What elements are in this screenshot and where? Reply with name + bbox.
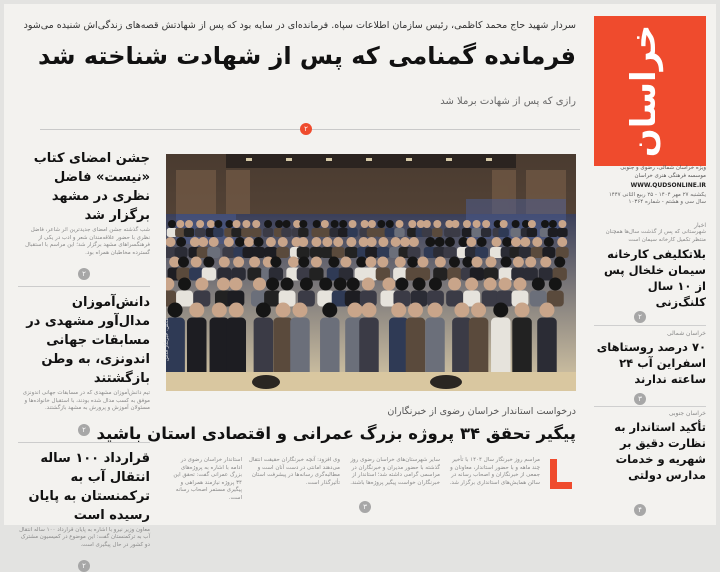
bottom-story-column: وی افزود: آنچه خبرنگاران حقیقت انتقال می‌دهند امانتی در دست آنان است و مطالبه‌گری رسانه‌ها در پیشرفت استان تأثیرگذار است. xyxy=(248,457,340,487)
left-item-body: شب گذشته جشن امضای جدیدترین اثر شاعر، فاضل نظری با حضور علاقه‌مندان شعر و ادب در یکی از فرهنگسراهای مشهد برگزار شد؛ این مراسم با استقبال گسترده مخاطبان همراه بود. xyxy=(18,227,150,257)
left-item-title: دانش‌آموزان مدال‌آور مشهدی در مسابقات جهانی اندونزی، به وطن بازگشتند xyxy=(18,293,150,388)
bottom-story-kicker: درخواست استاندار خراسان رضوی از خبرنگاران xyxy=(166,406,576,417)
sidebar-item-title: بلاتکلیفی کارخانه سیمان خلخال پس از ۱۰ سال کلنگ‌زنی xyxy=(594,246,706,310)
page-badge: ۲ xyxy=(78,560,90,572)
page-badge: ۲ xyxy=(78,268,90,280)
left-item[interactable] xyxy=(18,293,150,436)
photo-credit: عکس: خبرنگار قدس xyxy=(164,317,170,361)
sidebar-item[interactable] xyxy=(594,222,706,310)
sidebar-item-body: شهرستانی که پس از گذشت سال‌ها همچنان منتظر تکمیل کارخانه سیمان است xyxy=(594,229,706,244)
sidebar-item-label: خراسان جنوبی xyxy=(594,410,706,417)
divider xyxy=(18,286,150,287)
masthead-info: ویژه خراسان شمالی، رضوی و جنوبی موسسه فرهنگی هنری خراسان xyxy=(594,164,706,180)
top-story-headline[interactable]: فرمانده گمنامی که پس از شهادت شناخته شد xyxy=(16,42,576,70)
sidebar-item-title: ۷۰ درصد روستاهای اسفراین آب ۲۴ ساعته ندارند xyxy=(594,339,706,387)
bottom-story-column: سایر شهرستان‌های خراسان رضوی روز گذشته با حضور مدیران و خبرنگاران در مراسمی گرامی داشته شد؛ استاندار از خبرنگاران خواست پیگیر پروژه‌ها باشند. xyxy=(348,457,440,487)
bottom-story-column: مراسم روز خبرنگار سال ۱۴۰۴ با تأخیر چند ماهه و با حضور استاندار، معاونان و جمعی از خبرنگاران و اصحاب رسانه در سالن همایش‌های استانداری برگزار شد. xyxy=(448,457,540,487)
left-item-body: تیم دانش‌آموزان مشهدی که در مسابقات جهانی اندونزی موفق به کسب مدال شده بودند، با استقبال خانواده‌ها و مسئولان آموزش و پرورش به مشهد بازگشتند. xyxy=(18,390,150,413)
logo-text: خراسان xyxy=(624,25,664,158)
crowd-photo-illustration xyxy=(166,154,576,391)
left-item-title: قرارداد ۱۰۰ ساله انتقال آب به ترکمنستان به پایان رسیده است xyxy=(18,449,150,525)
left-item-title: جشن امضای کتاب «نیست» فاضل نظری در مشهد برگزار شد xyxy=(18,149,150,225)
crowd xyxy=(166,220,569,380)
sidebar-item[interactable] xyxy=(594,330,706,387)
newspaper-logo xyxy=(600,24,700,158)
sidebar-item-title: تأکید استاندار به نظارت دقیق بر شهریه و خدمات مدارس دولتی xyxy=(594,419,706,483)
lead-photo[interactable] xyxy=(166,154,576,391)
divider xyxy=(594,325,706,326)
website-link[interactable]: WWW.QUDSONLINE.IR xyxy=(594,182,706,189)
left-item[interactable] xyxy=(18,149,150,280)
sidebar-item-label: اخبار xyxy=(594,222,706,229)
top-story-kicker: سردار شهید حاج محمد کاظمی، رئیس سازمان اطلاعات سپاه. فرمانده‌ای در سایه بود که پس از شهادتش قصه‌های زندگی‌اش شنیده می‌شود xyxy=(16,20,576,31)
left-item[interactable] xyxy=(18,449,150,572)
issue-date: یکشنبه ۲۷ مهر ۱۴۰۴ - ۲۵ ربیع الثانی ۱۴۴۷ سال سی و هشتم - شماره ۱۰۳۶۴ xyxy=(594,192,706,206)
sidebar-item[interactable] xyxy=(594,410,706,483)
top-story-subhead: رازی که پس از شهادت برملا شد xyxy=(16,96,576,107)
bottom-story-headline[interactable]: پیگیر تحقق ۳۴ پروژه بزرگ عمرانی و اقتصادی استان باشید xyxy=(166,424,576,443)
divider xyxy=(594,406,706,407)
sidebar-item-label: خراسان شمالی xyxy=(594,330,706,337)
left-item-body: معاون وزیر نیرو با اشاره به پایان قرارداد ۱۰۰ ساله انتقال آب به ترکمنستان گفت: این موضوع در کمیسیون مشترک دو کشور در حال پیگیری است. xyxy=(18,527,150,550)
top-story-page-badge: ۲ xyxy=(300,123,312,135)
sidebar-page-badge: ۴ xyxy=(634,504,646,516)
sidebar-page-badge: ۲ xyxy=(634,311,646,323)
bottom-story-page-badge: ۳ xyxy=(359,501,371,513)
page-badge: ۲ xyxy=(78,424,90,436)
left-news-column xyxy=(18,149,150,572)
newspaper-front-page xyxy=(4,4,716,525)
masthead-logo-block xyxy=(594,16,706,166)
section-mark-icon xyxy=(550,459,572,489)
bottom-story-column: استاندار خراسان رضوی در ادامه با اشاره به پروژه‌های بزرگ عمرانی گفت: تحقق این ۳۴ پروژه نیازمند همراهی و پیگیری مستمر اصحاب رسانه است. xyxy=(170,457,242,502)
sidebar-page-badge: ۳ xyxy=(634,393,646,405)
